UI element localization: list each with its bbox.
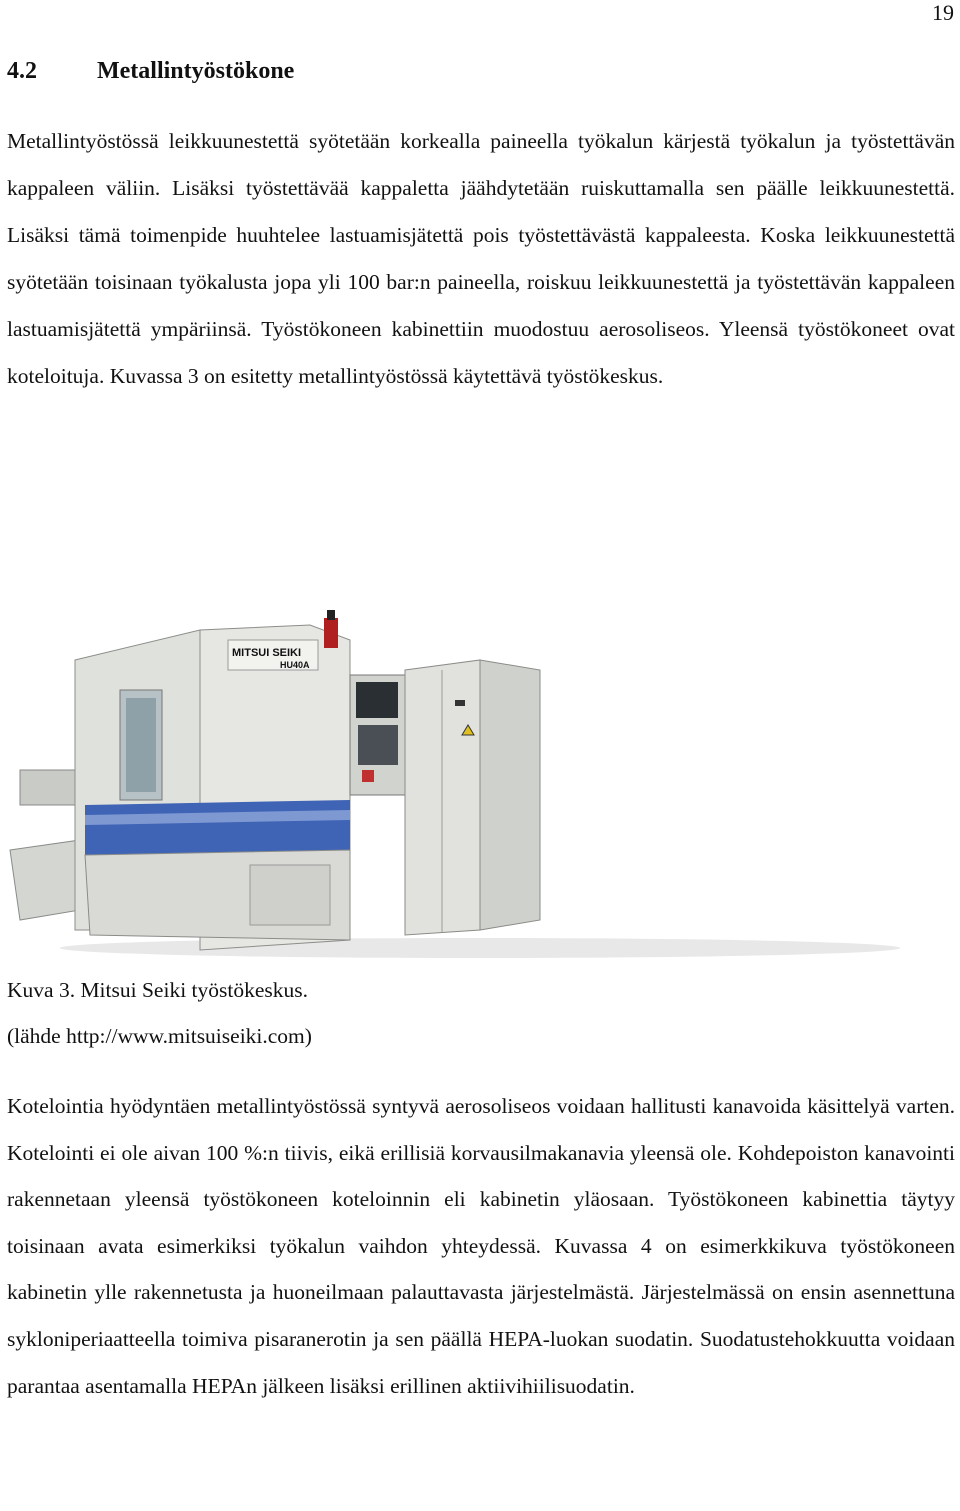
- section-title: Metallintyöstökone: [97, 58, 295, 84]
- paragraph-intro: Metallintyöstössä leikkuunestettä syötetään korkealla paineella työkalun kärjestä työkalun ja työstettävän kappaleen väliin. Lisäksi työstettävää kappaletta jäähdytetään ruiskuttamalla sen päälle leikkuunestettä. Lisäksi tämä toimenpide huuhtelee lastuamisjätettä pois työstettävästä kappaleesta. Koska leikkuunestettä syötetään toisinaan työkalusta jopa yli 100 bar:n paineella, roiskuu leikkuunestettä ja työstettävän kappaleen lastuamisjätettä ympäriinsä. Työstökoneen kabinettiin muodostuu aerosoliseos. Yleensä työstökoneet ovat koteloituja. Kuvassa 3 on esitetty metallintyöstössä käytettävä työstökeskus.: [7, 129, 955, 388]
- section-heading: [7, 58, 294, 85]
- paragraph-enclosure: Kotelointia hyödyntäen metallintyöstössä syntyvä aerosoliseos voidaan hallitusti kanavoida käsittelyä varten. Kotelointi ei ole aivan 100 %:n tiivis, eikä erillisiä korvausilmakanavia yleensä ole. Kohdepoiston kanavointi rakennetaan yleensä työstökoneen koteloinnin eli kabinetin yläosaan. Työstökoneen kabinettia täytyy toisinaan avata esimerkiksi työkalun vaihdon yhteydessä. Kuvassa 4 on esimerkkikuva työstökoneen kabinetin ylle rakennetusta ja huoneilmaan palauttavasta järjestelmästä. Järjestelmässä on ensin asennettuna sykloniperiaatteella toimiva pisaranerotin ja sen päällä HEPA-luokan suodatin. Suodatustehokkuutta voidaan parantaa asentamalla HEPAn jälkeen lisäksi erillinen aktiivihiilisuodatin.: [7, 1094, 955, 1398]
- brand-logo-text: MITSUI SEIKI: [232, 647, 302, 659]
- machining-center-illustration: [0, 610, 960, 960]
- machine-figure: [0, 610, 960, 960]
- figure-source: (lähde http://www.mitsuiseiki.com): [7, 1024, 312, 1048]
- model-label-text: HU40A: [280, 660, 310, 670]
- section-number: 4.2: [7, 58, 37, 84]
- page-number: 19: [932, 0, 954, 25]
- figure-caption: Kuva 3. Mitsui Seiki työstökeskus.: [7, 978, 309, 1002]
